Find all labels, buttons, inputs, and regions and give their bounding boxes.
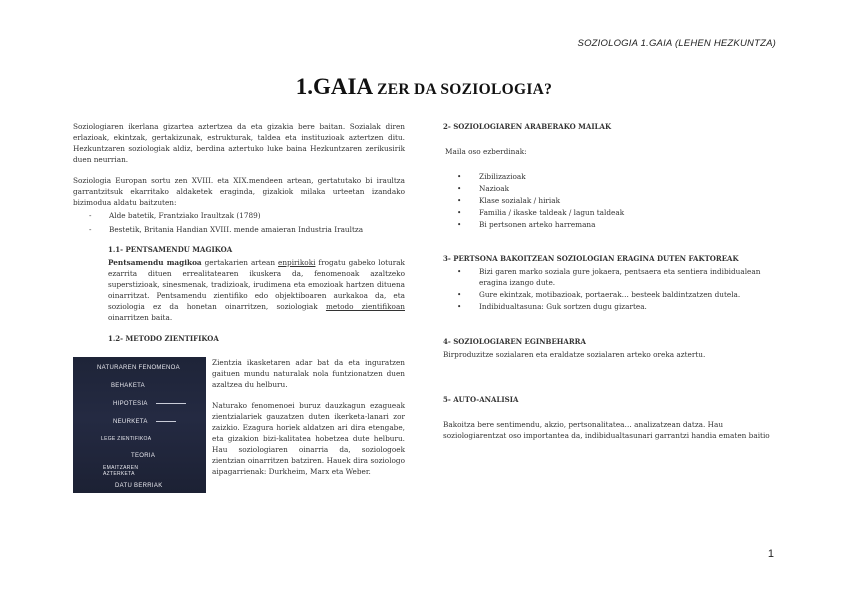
running-header: SOZIOLOGIA 1.GAIA (LEHEN HEZKUNTZA) — [577, 38, 776, 49]
list-item: - Alde batetik, Frantziako Iraultzak (1789) — [73, 210, 405, 221]
scientific-method-block — [73, 357, 405, 497]
text-part: gertakarien artean — [201, 258, 279, 267]
section-3-heading: 3- PERTSONA BAKOITZEAN SOZIOLOGIAN ERAGINA DUTEN FAKTOREAK — [443, 254, 739, 263]
intro-paragraph: Soziologiaren ikerlana gizartea aztertzea da eta gizakia bere baitan. Sozialak diren erlazioak, ekintzak, gertakizunak, estrukturak, taldea eta instituzioak aztertzen ditu. Hezkuntzaren soziologiak aldiz, berdina aztertuko luke baina Hezkuntzaren zerikusirik duen neurrian. — [73, 122, 405, 164]
section-1-2-text — [212, 357, 405, 477]
image-label: BEHAKETA — [111, 383, 145, 389]
image-label: TEORIA — [131, 453, 156, 459]
section-2-intro: Maila oso ezberdinak: — [445, 147, 527, 156]
page-number: 1 — [767, 548, 774, 560]
link-metodo-zientifikoan[interactable]: metodo zientifikoan — [325, 302, 405, 311]
section-4-text: Birproduzitze sozialaren eta eraldatze sozialaren arteko oreka aztertu. — [443, 350, 706, 359]
list-item: • Gure ekintzak, motibazioak, portaerak… besteek baldintzatzen dutela. — [443, 289, 773, 300]
image-label: HIPOTESIA — [113, 401, 148, 407]
list-item: • Bizi garen marko soziala gure jokaera, pentsaera eta sentiera indibidualean eragina izango dute. — [443, 266, 773, 288]
factors-list — [443, 266, 773, 312]
section-5-heading: 5- AUTO-ANALISIA — [443, 395, 519, 404]
title-number: 1.GAIA — [295, 74, 374, 99]
list-item: • Indibidualtasuna: Guk sortzen dugu gizartea. — [443, 301, 773, 312]
scientific-method-image — [73, 357, 206, 493]
list-item: • Klase sozialak / hiriak — [443, 195, 773, 206]
list-item: • Familia / ikaske taldeak / lagun taldeak — [443, 207, 773, 218]
page-title — [0, 74, 848, 100]
section-5-text: Bakoitza bere sentimendu, akzio, pertsonalitatea… analizatzean datza. Hau soziologiarentzat oso importantea da, indibidualtasunari garrantzi handia ematen baitio — [443, 420, 770, 440]
section-1-2-heading: 1.2- METODO ZIENTIFIKOA — [108, 334, 219, 343]
right-column — [443, 121, 773, 441]
list-item: • Nazioak — [443, 183, 773, 194]
list-item: • Bi pertsonen arteko harremana — [443, 219, 773, 230]
left-column — [73, 121, 405, 497]
list-item: • Zibilizazioak — [443, 171, 773, 182]
link-enpirikoki[interactable]: enpirikoki — [278, 258, 316, 267]
image-label: DATU BERRIAK — [115, 483, 163, 489]
image-label: EMAITZAREN AZTERKETA — [103, 465, 139, 477]
section-1-2-paragraph: Zientzia ikasketaren adar bat da eta inguratzen gaituen mundu naturalak nola funtzionatzen duen azaltzea du helburu. — [212, 358, 405, 389]
divider — [156, 403, 186, 404]
revolutions-list — [73, 210, 405, 235]
section-4-heading: 4- SOZIOLOGIAREN EGINBEHARRA — [443, 337, 586, 346]
divider — [156, 421, 176, 422]
section-1-1 — [73, 244, 405, 344]
title-text: ZER DA SOZIOLOGIA? — [377, 81, 553, 98]
section-1-2-paragraph: Naturako fenomenoei buruz dauzkagun ezagueak zientzialariek gauzatzen duten ikerketa-lanari zor zaizkio. Ezagura horiek aldatzen ari dira etengabe, eta gizakion bizi-kalitatea hobetzea dute helburu. Hau soziologiaren oinarria da, soziologoek zientzian oinarritzen batziren. Hauek dira soziologo aipagarrienak: Durkheim, Marx eta Weber. — [212, 401, 405, 476]
section-1-1-heading: 1.1- PENTSAMENDU MAGIKOA — [108, 245, 233, 254]
image-label: NEURKETA — [113, 419, 148, 425]
text-part: frogatu gabeko loturak ezarrita dituen errealitatearen ikuskera da, fenomenoak azaltzeko superstizioak, sinesmenak, tradizioak, irudimena eta emozioak hartzen dituena oinarritzat. Pentsamendu zientifiko edo objektiboaren aurkakoa da, eta soziologia ez da honetan oinarritzen, soziologiak — [108, 258, 405, 311]
text-part: oinarritzen baita. — [108, 313, 173, 322]
origin-paragraph: Soziologia Europan sortu zen XVIII. eta XIX.mendeen artean, gertatutako bi iraultza garrantzitsuk ekarritako aldaketek eraginda, gizakiok milaka urteetan izandako bizimodua aldatu baitzuten: — [73, 176, 405, 207]
image-label: LEGE ZIENTIFIKOA — [101, 436, 152, 442]
section-1-1-text — [108, 257, 405, 323]
bold-term: Pentsamendu magikoa — [108, 258, 202, 267]
section-2-heading: 2- SOZIOLOGIAREN ARABERAKO MAILAK — [443, 122, 612, 131]
levels-list — [443, 171, 773, 230]
image-label: NATURAREN FENOMENOA — [97, 365, 180, 371]
list-item: - Bestetik, Britania Handian XVIII. mende amaieran Industria Iraultza — [73, 224, 405, 235]
